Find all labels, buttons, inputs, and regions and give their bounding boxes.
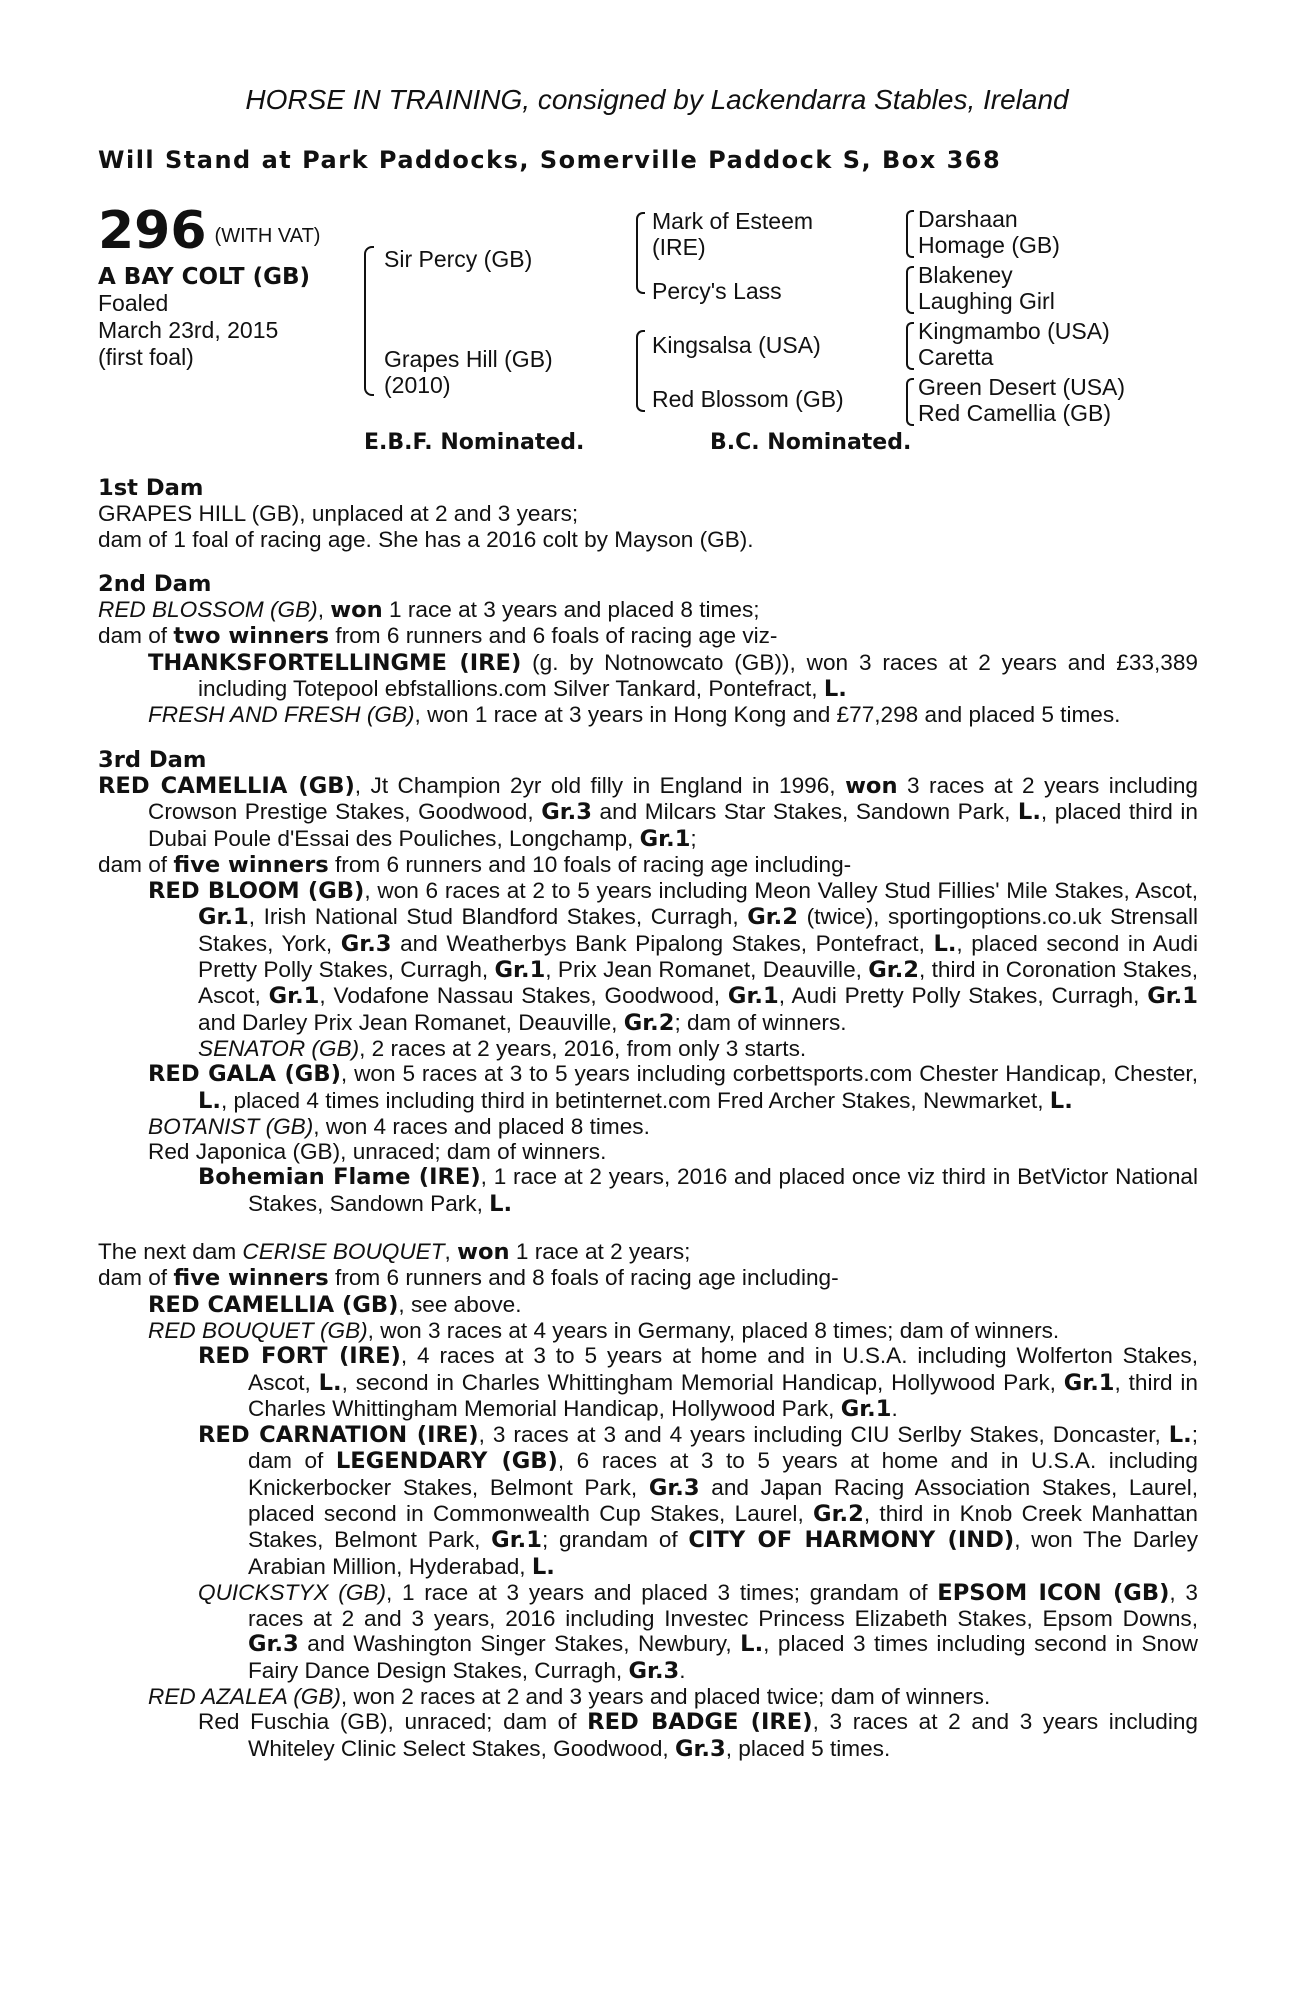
foaled-date: March 23rd, 2015: [98, 317, 279, 343]
grade-badge: Gr.2: [868, 957, 920, 984]
grade-badge: Gr.1: [268, 983, 320, 1010]
text: , 3 races at 2 and 3 years including Whiteley Clinic Select Stakes, Goodwood,: [248, 1709, 1198, 1761]
pedigree-gg-1: Darshaan: [918, 206, 1018, 232]
text: , placed second in Audi Pretty Polly Stakes, Curragh,: [198, 930, 1198, 983]
horse-name: EPSOM ICON (GB): [937, 1579, 1170, 1606]
winners-count: five winners: [173, 1265, 329, 1292]
listed-badge: L.: [1017, 799, 1041, 826]
text: , won The Darley Arabian Million, Hyderabad,: [248, 1527, 1198, 1579]
text: , Prix Jean Romanet, Deauville,: [545, 957, 869, 983]
grade-badge: Gr.2: [747, 904, 798, 931]
produce-entry: [98, 1036, 1198, 1061]
text: from 6 runners and 10 foals of racing age including-: [328, 851, 852, 877]
produce-entry: [98, 1164, 1198, 1217]
pedigree-brace-sire: [636, 212, 645, 294]
grade-badge: Gr.1: [840, 1395, 892, 1422]
text: , third in Knob Creek Manhattan Stakes, Belmont Park,: [248, 1500, 1198, 1553]
grade-badge: Gr.3: [541, 799, 592, 826]
text: Red Fuschia (GB), unraced; dam of: [198, 1709, 588, 1735]
page-title: HORSE IN TRAINING, consigned by Lackendarra Stables, Ireland: [245, 84, 1069, 115]
pedigree-sire-dam: Percy's Lass: [652, 278, 782, 304]
pedigree-brace-3a: [906, 210, 914, 258]
text: , won 3 races at 4 years in Germany, placed 8 times; dam of winners.: [367, 1317, 1060, 1343]
horse-name: RED CAMELLIA (GB): [148, 1291, 399, 1318]
horse-name: RED BOUQUET (GB): [148, 1317, 368, 1343]
text: ; grandam of: [541, 1527, 689, 1553]
horse-name: RED GALA (GB): [148, 1061, 341, 1088]
grade-badge: Gr.3: [248, 1631, 299, 1658]
horse-description: A BAY COLT (GB): [98, 264, 311, 290]
text: , 6 races at 3 to 5 years at home and in U.S.A. including Knickerbocker Stakes, Belmont Park,: [248, 1448, 1198, 1500]
third-dam-produce-intro: [98, 852, 1198, 878]
text: , 2 races at 2 years, 2016, from only 3 starts.: [359, 1035, 807, 1061]
text: , won 6 races at 2 to 5 years including Meon Valley Stud Fillies' Mile Stakes, Ascot,: [364, 878, 1199, 904]
text: .: [679, 1657, 686, 1683]
text: , 1 race at 2 years, 2016 and placed once viz third in BetVictor National Stakes, Sandown Park,: [248, 1164, 1198, 1216]
grade-badge: Gr.3: [340, 930, 392, 957]
horse-name: RED BADGE (IRE): [587, 1709, 813, 1736]
pedigree-sire: Sir Percy (GB): [384, 246, 533, 272]
grade-badge: Gr.2: [623, 1009, 675, 1036]
listed-badge: L.: [531, 1553, 555, 1580]
text: ; dam of: [248, 1422, 1199, 1474]
text: , 4 races at 3 to 5 years at home and in U.S.A. including Wolferton Stakes, Ascot,: [248, 1343, 1198, 1395]
text: , third in Charles Whittingham Memorial Handicap, Hollywood Park,: [248, 1369, 1198, 1421]
listed-badge: L.: [318, 1369, 342, 1396]
ebf-nominated: E.B.F. Nominated.: [364, 430, 585, 455]
produce-entry: [98, 1292, 1198, 1318]
horse-name: RED BLOSSOM (GB): [98, 597, 318, 623]
text: 3 races at 2 years including Crowson Prestige Stakes, Goodwood,: [148, 772, 1198, 825]
text: ;: [690, 825, 697, 851]
text: .: [891, 1395, 898, 1421]
grade-badge: Gr.1: [494, 957, 546, 984]
bc-nominated: B.C. Nominated.: [710, 430, 912, 455]
pedigree-gg-4: Laughing Girl: [918, 288, 1055, 314]
foaled-label: Foaled: [98, 290, 169, 316]
text: , 3 races at 3 and 4 years including CIU Serlby Stakes, Doncaster,: [478, 1422, 1169, 1448]
won-text: won: [457, 1239, 510, 1266]
grade-badge: Gr.1: [1147, 983, 1198, 1010]
grade-badge: Gr.1: [491, 1527, 542, 1554]
produce-entry: [98, 1684, 1198, 1709]
text: and Milcars Star Stakes, Sandown Park,: [591, 799, 1018, 825]
grade-badge: Gr.3: [648, 1474, 700, 1501]
won-text: won: [330, 597, 383, 624]
produce-entry: Red Japonica (GB), unraced; dam of winners.: [148, 1139, 607, 1165]
horse-name: FRESH AND FRESH (GB): [148, 702, 415, 728]
produce-entry: [98, 1061, 1198, 1114]
produce-entry: [98, 1318, 1198, 1343]
pedigree-gg-5: Kingmambo (USA): [918, 318, 1110, 344]
lot-number-block: [98, 201, 321, 261]
pedigree-brace-main: [364, 246, 374, 396]
text: 1 race at 3 years and placed 8 times;: [382, 597, 760, 623]
listed-badge: L.: [1168, 1422, 1192, 1449]
text: The next dam: [98, 1239, 243, 1265]
listed-badge: L.: [740, 1631, 764, 1658]
horse-name: LEGENDARY (GB): [335, 1448, 558, 1475]
produce-entry: [98, 1114, 1198, 1139]
horse-name: CITY OF HARMONY (IND): [688, 1527, 1015, 1554]
pedigree-gg-8: Red Camellia (GB): [918, 400, 1111, 426]
second-dam-produce-intro: [98, 623, 1198, 649]
text: , second in Charles Whittingham Memorial Handicap, Hollywood Park,: [341, 1369, 1064, 1395]
text: dam of: [98, 1265, 174, 1291]
text: from 6 runners and 8 foals of racing age including-: [328, 1265, 839, 1291]
horse-name: RED BLOOM (GB): [148, 878, 365, 905]
produce-entry: [98, 650, 1198, 703]
horse-name: CERISE BOUQUET: [242, 1239, 445, 1265]
horse-name: RED AZALEA (GB): [148, 1684, 341, 1710]
pedigree-gg-7: Green Desert (USA): [918, 374, 1126, 400]
pedigree-gg-2: Homage (GB): [918, 232, 1060, 258]
pedigree-brace-dam: [636, 330, 645, 412]
listed-badge: L.: [933, 930, 957, 957]
third-dam-entry: [98, 773, 1198, 852]
text: and Weatherbys Bank Pipalong Stakes, Pontefract,: [391, 930, 934, 956]
pedigree-dam-dam: Red Blossom (GB): [652, 386, 844, 412]
third-dam-heading: 3rd Dam: [98, 746, 207, 773]
vat-note: (WITH VAT): [214, 225, 321, 247]
produce-entry: [98, 702, 1198, 727]
text: , Irish National Stud Blandford Stakes, Curragh,: [248, 904, 748, 930]
text: ; dam of winners.: [674, 1009, 847, 1035]
first-dam-heading: 1st Dam: [98, 475, 204, 501]
winners-count: five winners: [173, 851, 329, 878]
grade-badge: Gr.1: [639, 825, 691, 852]
pedigree-brace-3b: [906, 266, 914, 314]
text: from 6 runners and 6 foals of racing age viz-: [329, 623, 778, 649]
pedigree-sire-sire-1: Mark of Esteem: [652, 208, 814, 234]
text: , placed third in Dubai Poule d'Essai des Pouliches, Longchamp,: [148, 799, 1198, 851]
next-dam-entry: [98, 1239, 1198, 1265]
text: , Jt Champion 2yr old filly in England in 1996,: [354, 772, 846, 798]
pedigree-gg-3: Blakeney: [918, 262, 1013, 288]
text: , see above.: [398, 1291, 522, 1317]
text: 1 race at 2 years;: [509, 1239, 691, 1265]
text: ,: [444, 1239, 458, 1265]
grade-badge: Gr.3: [674, 1735, 726, 1762]
text: , 3 races at 2 and 3 years, 2016 including Investec Princess Elizabeth Stakes, Epsom Downs,: [248, 1579, 1198, 1632]
produce-entry: [98, 1580, 1198, 1684]
text: and Japan Racing Association Stakes, Laurel, placed second in Commonwealth Cup Stakes, Laurel,: [248, 1474, 1198, 1526]
pedigree-gg-6: Caretta: [918, 344, 994, 370]
text: and Darley Prix Jean Romanet, Deauville,: [198, 1009, 624, 1035]
text: dam of: [98, 623, 174, 649]
horse-name: BOTANIST (GB): [148, 1113, 314, 1139]
grade-badge: Gr.3: [628, 1657, 680, 1684]
grade-badge: Gr.1: [198, 904, 249, 931]
grade-badge: Gr.1: [1063, 1369, 1115, 1396]
horse-name: QUICKSTYX (GB): [198, 1579, 386, 1605]
text: , won 5 races at 3 to 5 years including corbettsports.com Chester Handicap, Chester,: [340, 1061, 1198, 1087]
listed-badge: L.: [489, 1190, 513, 1217]
listed-badge: L.: [1049, 1087, 1073, 1114]
text: , won 4 races and placed 8 times.: [313, 1113, 650, 1139]
text: , placed 5 times.: [725, 1735, 891, 1761]
text: ,: [317, 597, 331, 623]
pedigree-brace-3c: [906, 322, 914, 370]
next-dam-produce-intro: [98, 1265, 1198, 1291]
text: dam of: [98, 851, 174, 877]
grade-badge: Gr.2: [813, 1500, 864, 1527]
horse-name: SENATOR (GB): [198, 1035, 360, 1061]
won-text: won: [845, 772, 898, 799]
first-dam-line: dam of 1 foal of racing age. She has a 2016 colt by Mayson (GB).: [98, 526, 754, 552]
text: and Washington Singer Stakes, Newbury,: [298, 1631, 741, 1657]
pedigree-dam-year: (2010): [384, 372, 451, 398]
horse-name: Bohemian Flame (IRE): [198, 1164, 481, 1191]
stand-location: Will Stand at Park Paddocks, Somerville Paddock S, Box 368: [98, 146, 1002, 174]
horse-name: THANKSFORTELLINGME (IRE): [148, 649, 522, 676]
produce-entry: [98, 1422, 1198, 1580]
first-dam-line: GRAPES HILL (GB), unplaced at 2 and 3 years;: [98, 501, 579, 527]
text: , placed 4 times including third in betinternet.com Fred Archer Stakes, Newmarket,: [220, 1087, 1050, 1113]
pedigree-dam-name: Grapes Hill (GB): [384, 346, 553, 372]
text: (twice), sportingoptions.co.uk Strensall Stakes, York,: [198, 904, 1198, 956]
text: , won 1 race at 3 years in Hong Kong and £77,298 and placed 5 times.: [414, 702, 1121, 728]
text: , 1 race at 3 years and placed 3 times; grandam of: [385, 1579, 938, 1605]
pedigree-dam-sire: Kingsalsa (USA): [652, 332, 821, 358]
listed-badge: L.: [198, 1087, 221, 1114]
text: , Vodafone Nassau Stakes, Goodwood,: [319, 983, 728, 1009]
horse-name: RED FORT (IRE): [198, 1343, 401, 1370]
second-dam-heading: 2nd Dam: [98, 570, 212, 597]
pedigree-brace-3d: [906, 378, 914, 426]
second-dam-entry: [98, 597, 1198, 623]
listed-badge: L.: [823, 676, 847, 703]
text: , placed 3 times including second in Snow Fairy Dance Design Stakes, Curragh,: [248, 1631, 1198, 1683]
horse-name: RED CARNATION (IRE): [198, 1422, 479, 1449]
horse-name: RED CAMELLIA (GB): [98, 772, 355, 799]
foal-note: (first foal): [98, 344, 194, 370]
text: , won 2 races at 2 and 3 years and placed twice; dam of winners.: [340, 1684, 991, 1710]
pedigree-sire-sire-2: (IRE): [652, 234, 706, 260]
text: , Audi Pretty Polly Stakes, Curragh,: [778, 983, 1148, 1009]
grade-badge: Gr.1: [727, 983, 779, 1010]
produce-entry: [98, 878, 1198, 1036]
produce-entry: [98, 1709, 1198, 1762]
produce-entry: [98, 1343, 1198, 1422]
lot-number: 296: [98, 201, 207, 261]
winners-count: two winners: [173, 623, 330, 650]
text: (g. by Notnowcato (GB)), won 3 races at 2 years and £33,389 including Totepool ebfstallions.com Silver Tankard, Pontefract,: [198, 649, 1198, 702]
pedigree-notes: [98, 476, 1198, 1762]
text: , third in Coronation Stakes, Ascot,: [198, 957, 1198, 1009]
